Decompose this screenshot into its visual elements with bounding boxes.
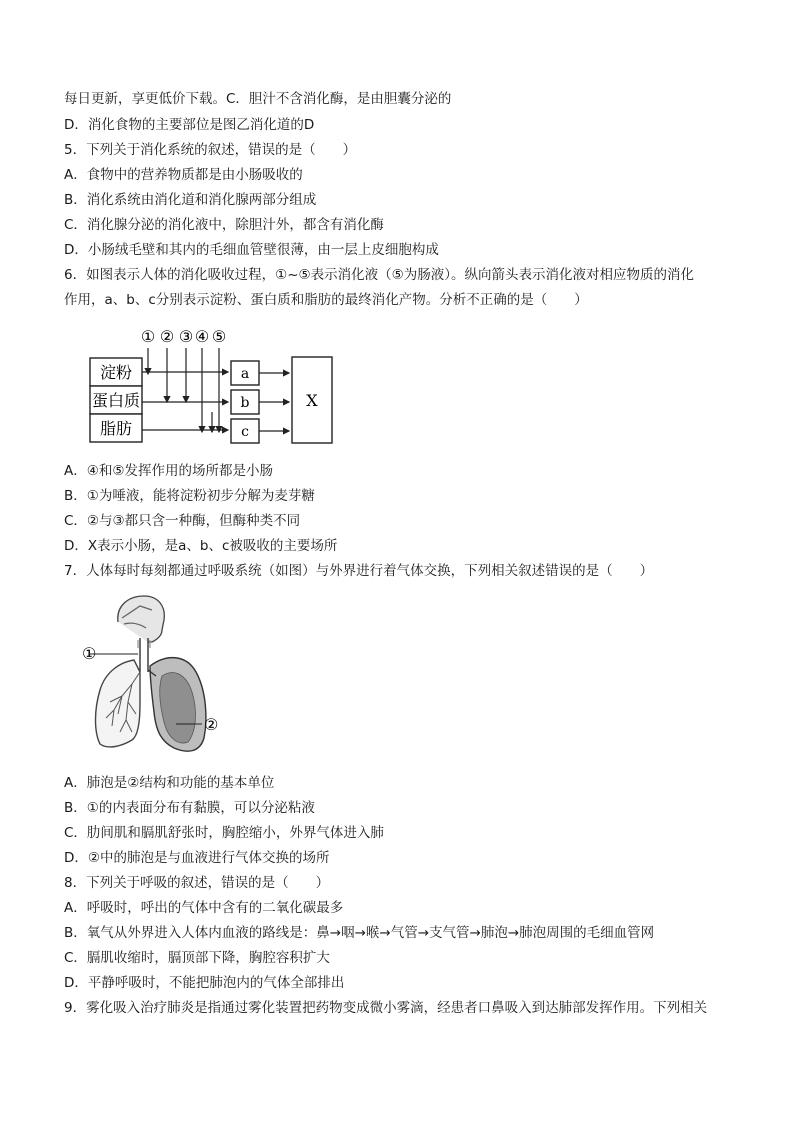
digestive-juice-5: ⑤ <box>211 327 227 346</box>
q4-option-d: D．消化食物的主要部位是图乙消化道的D <box>64 117 315 133</box>
organ-x: X <box>306 391 318 410</box>
q5-option-c: C．消化腺分泌的消化液中，除胆汁外，都含有消化酶 <box>64 217 384 233</box>
q7-stem: 7．人体每时每刻都通过呼吸系统（如图）与外界进行着气体交换，下列相关叙述错误的是（ ） <box>64 563 654 579</box>
horizontal-arrows <box>142 372 228 430</box>
q8-option-b: B．氧气从外界进入人体内血液的路线是：鼻→咽→喉→气管→支气管→肺泡→肺泡周围的毛细血管网 <box>64 925 655 941</box>
digestion-diagram <box>88 322 342 452</box>
label-1: ① <box>82 644 97 663</box>
q5-option-a: A．食物中的营养物质都是由小肠吸收的 <box>64 167 303 183</box>
digestive-juice-4: ④ <box>194 327 210 346</box>
text-line-continuation: 每日更新，享更低价下载。C．胆汁不含消化酶，是由胆囊分泌的 <box>64 91 452 107</box>
q5-stem: 5．下列关于消化系统的叙述，错误的是（ ） <box>64 142 357 158</box>
q6-option-b: B．①为唾液，能将淀粉初步分解为麦芽糖 <box>64 488 315 504</box>
q6-stem-line1: 6．如图表示人体的消化吸收过程，①~⑤表示消化液（⑤为肠液）。纵向箭头表示消化液对相应物质的消化 <box>64 267 694 283</box>
q8-option-c: C．膈肌收缩时，膈顶部下降，胸腔容积扩大 <box>64 950 330 966</box>
q8-stem: 8．下列关于呼吸的叙述，错误的是（ ） <box>64 875 330 891</box>
digestive-juice-1: ① <box>140 327 156 346</box>
q7-option-d: D．②中的肺泡是与血液进行气体交换的场所 <box>64 850 330 866</box>
q8-option-d: D．平静呼吸时，不能把肺泡内的气体全部排出 <box>64 975 345 991</box>
substance-starch: 淀粉 <box>99 363 133 382</box>
q6-stem-line2: 作用，a、b、c分别表示淀粉、蛋白质和脂肪的最终消化产物。分析不正确的是（ ） <box>64 292 588 308</box>
q6-option-c: C．②与③都只含一种酶，但酶种类不同 <box>64 513 301 529</box>
q7-option-a: A．肺泡是②结构和功能的基本单位 <box>64 775 275 791</box>
q7-option-c: C．肋间肌和膈肌舒张时，胸腔缩小，外界气体进入肺 <box>64 825 384 841</box>
vertical-arrows <box>148 348 219 432</box>
substance-fat: 脂肪 <box>99 419 133 438</box>
circled-numbers <box>141 327 226 346</box>
q6-option-a: A．④和⑤发挥作用的场所都是小肠 <box>64 463 273 479</box>
q9-stem: 9．雾化吸入治疗肺炎是指通过雾化装置把药物变成微小雾滴，经患者口鼻吸入到达肺部发挥作用。下列相关 <box>64 1000 708 1016</box>
head-airway <box>118 596 165 672</box>
digestive-juice-3: ③ <box>178 327 194 346</box>
q6-option-d: D．X表示小肠，是a、b、c被吸收的主要场所 <box>64 538 338 554</box>
substance-protein: 蛋白质 <box>91 391 141 410</box>
left-lung <box>96 660 141 747</box>
arrows-to-x <box>259 373 289 431</box>
q8-option-a: A．呼吸时，呼出的气体中含有的二氧化碳最多 <box>64 900 344 916</box>
q5-option-b: B．消化系统由消化道和消化腺两部分组成 <box>64 192 317 208</box>
label-2: ② <box>204 715 219 734</box>
product-b: b <box>240 395 250 411</box>
respiratory-system-diagram <box>78 592 248 764</box>
product-c: c <box>241 424 249 440</box>
product-a: a <box>240 366 250 382</box>
q5-option-d: D．小肠绒毛壁和其内的毛细血管壁很薄，由一层上皮细胞构成 <box>64 242 439 258</box>
digestive-juice-2: ② <box>159 327 175 346</box>
right-lung <box>148 658 206 752</box>
q7-option-b: B．①的内表面分布有黏膜，可以分泌粘液 <box>64 800 315 816</box>
